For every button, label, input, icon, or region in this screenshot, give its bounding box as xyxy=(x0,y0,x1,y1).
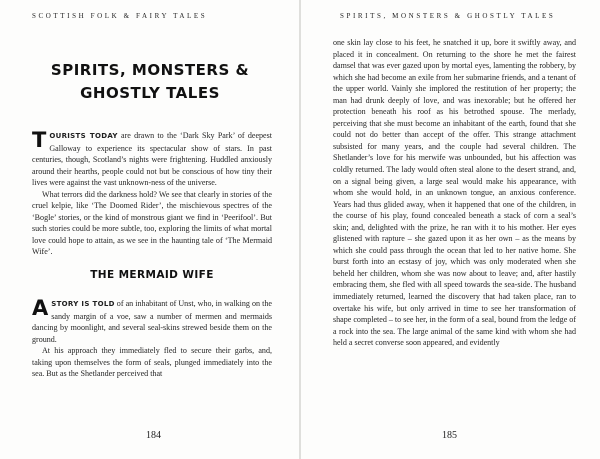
running-head-left: SCOTTISH FOLK & FAIRY TALES xyxy=(32,12,208,20)
intro-dropcap: T xyxy=(32,128,47,152)
intro-lead: OURISTS TODAY xyxy=(49,132,118,140)
section-title: THE MERMAID WIFE xyxy=(90,269,214,281)
chapter-title-line1: SPIRITS, MONSTERS & xyxy=(50,61,250,79)
intro-text-block xyxy=(32,130,272,258)
right-page xyxy=(300,0,600,459)
intro-paragraph-2: What terrors did the darkness hold? We see that clearly in stories of the cruel kelpie, like ‘The Doomed Rider’, the mischievous spectres of the ‘Bogle’ stories, or the kind of monstrous giant we find in ‘Peerifool’. But such stories could be more subtle, too, exploring the limits of what mortal love could hope to attain, as we see in the haunting tale of ‘The Mermaid Wife’. xyxy=(32,189,272,257)
right-body-text xyxy=(333,37,576,349)
running-head-right: SPIRITS, MONSTERS & GHOSTLY TALES xyxy=(340,12,556,20)
story-paragraph-2: At his approach they immediately fled to secure their garbs, and, taking upon themselves the form of seals, plunged immediately into the sea. But as the Shetlander perceived that xyxy=(32,346,272,379)
chapter-title-line2: GHOSTLY TALES xyxy=(80,84,220,102)
story-text: of an inhabitant of Unst, who, in walking on the sandy margin of a voe, saw a number of mermen and mermaids dancing by moonlight, and several seal-skins strewed beside them on the ground. xyxy=(32,299,272,344)
page-number-right: 185 xyxy=(442,430,457,441)
right-paragraph: one skin lay close to his feet, he snatched it up, bore it swiftly away, and placed it in concealment. On returning to the shore he met the fairest damsel that was ever gazed upon by mortal eyes, lamenting the robbery, by which she had become an exile from her submarine friends, and a tenant of the upper world. Vainly she implored the restitution of her property; the man had drunk deeply of love, and was inexorable; but he offered her protection beneath his roof as his betrothed spouse. The merlady, perceiving that she must become an inhabitant of the earth, found that she could not do better than accept of the offer. This strange attachment subsisted for many years, and the couple had several children. The Shetlander’s love for his merwife was unbounded, but his affection was coldly returned. The lady would often steal alone to the desert strand, and, on a signal being given, a large seal would make his appearance, with whom she would hold, in an unknown tongue, an anxious conference. Years had thus glided away, when it happened that one of the children, in the course of his play, found concealed beneath a stack of corn a seal’s skin; and, delighted with the prize, he ran with it to his mother. Her eyes glistened with rapture – she gazed upon it as her own – as the means by which she could pass through the ocean that led to her native home. She burst forth into an ecstasy of joy, which was only moderated when she beheld her children, whom she was now about to leave; and, after hastily embracing them, she fled with all speed towards the sea-side. The husband immediately returned, learned the discovery that had taken place, ran to overtake his wife, but only arrived in time to see her transformation of shape completed – to see her, in the form of a seal, bound from the ledge of a rock into the sea. The large animal of the same kind with whom she had held a secret converse soon appeared, and evidently xyxy=(333,38,576,348)
story-text-block xyxy=(32,298,272,380)
story-lead: STORY IS TOLD xyxy=(51,300,115,308)
page-number-left: 184 xyxy=(146,430,161,441)
story-dropcap: A xyxy=(32,296,49,320)
intro-paragraph xyxy=(32,130,272,189)
intro-text: are drawn to the ‘Dark Sky Park’ of deepest Galloway to experience its spectacular show of stars. In past centuries, though, Scotland’s nights were frightening. Huddled anxiously around their hearths, people could not but be conscious of how tiny their lives were against the vast unknown-ness of the universe. xyxy=(32,131,272,188)
story-paragraph xyxy=(32,298,272,345)
